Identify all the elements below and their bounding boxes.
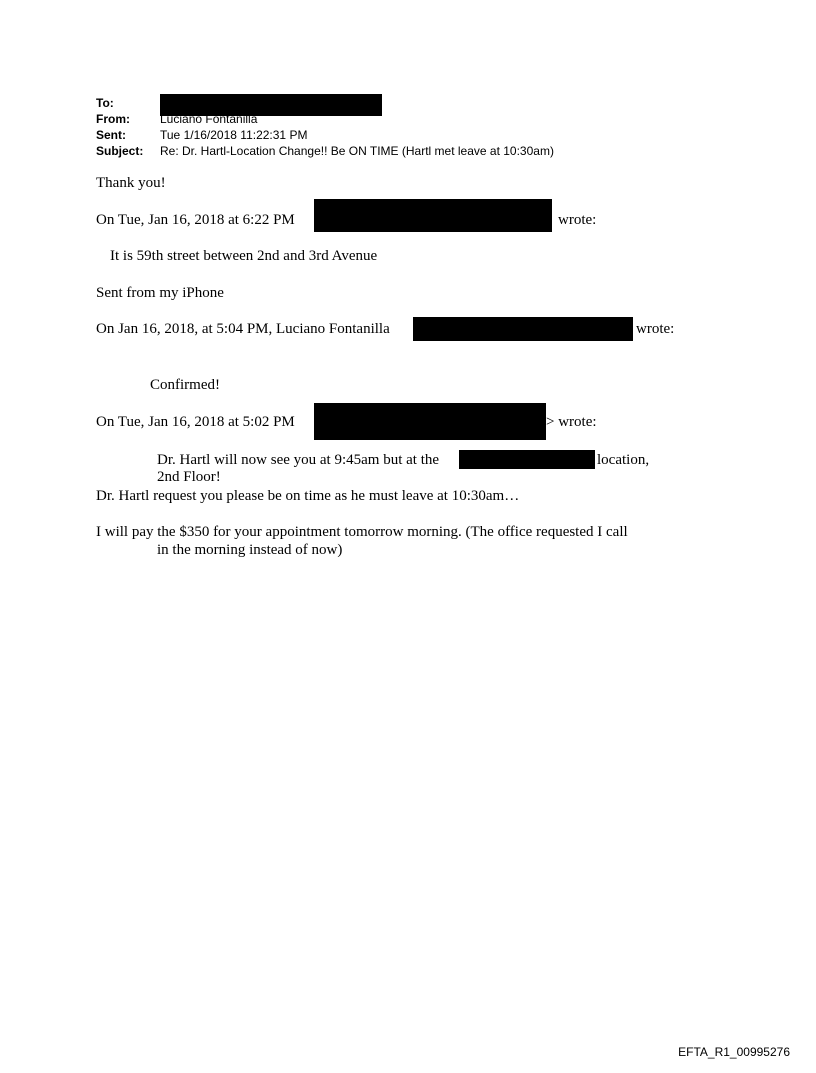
quote-3-line-1-prefix: Dr. Hartl will now see you at 9:45am but at the [157, 452, 440, 468]
attribution-1-prefix: On Tue, Jan 16, 2018 at 6:22 PM [96, 212, 295, 228]
signature-text: Sent from my iPhone [96, 285, 224, 301]
attribution-3-suffix: > wrote: [546, 414, 597, 430]
redaction-sender-1 [314, 199, 552, 232]
quote-1-text: It is 59th street between 2nd and 3rd Avenue [110, 248, 378, 264]
quote-3-line-1-suffix: location, [597, 452, 650, 468]
from-value: Luciano Fontanilla [160, 112, 258, 126]
subject-value: Re: Dr. Hartl-Location Change!! Be ON TIME (Hartl met leave at 10:30am) [160, 144, 554, 158]
quote-3-line-3: Dr. Hartl request you please be on time as he must leave at 10:30am… [96, 488, 520, 504]
attribution-1-suffix: wrote: [558, 212, 597, 228]
to-label: To: [96, 96, 114, 110]
attribution-2-suffix: wrote: [636, 321, 675, 337]
quote-2-text: Confirmed! [150, 377, 220, 393]
quote-3-line-2: 2nd Floor! [157, 469, 221, 485]
subject-label: Subject: [96, 144, 144, 158]
from-label: From: [96, 112, 130, 126]
reply-text: Thank you! [96, 175, 166, 191]
sent-value: Tue 1/16/2018 11:22:31 PM [160, 128, 308, 142]
redaction-sender-3 [314, 403, 546, 440]
redaction-sender-2 [413, 317, 633, 341]
sent-label: Sent: [96, 128, 126, 142]
quote-3-line-4: I will pay the $350 for your appointment tomorrow morning. (The office requested I call [96, 524, 628, 540]
redaction-location [459, 450, 595, 469]
attribution-3-prefix: On Tue, Jan 16, 2018 at 5:02 PM [96, 414, 295, 430]
quote-3-line-5: in the morning instead of now) [157, 542, 343, 558]
attribution-2-prefix: On Jan 16, 2018, at 5:04 PM, Luciano Fontanilla [96, 321, 390, 337]
bates-number: EFTA_R1_00995276 [678, 1045, 790, 1059]
